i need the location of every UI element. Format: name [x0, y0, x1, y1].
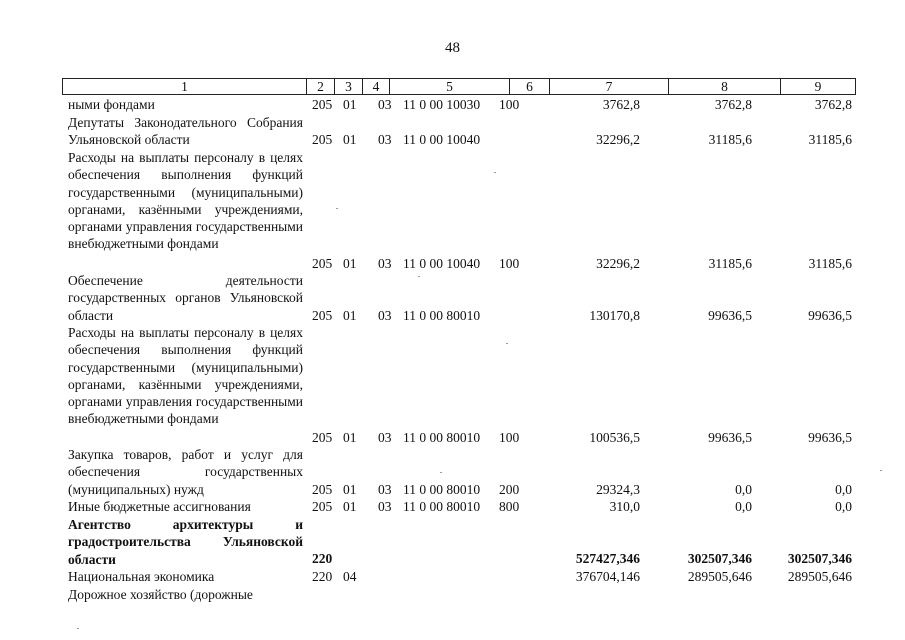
row-description: ными фондами: [68, 97, 155, 112]
cell-col-5: 11 0 00 80010: [403, 482, 481, 497]
scan-speck: [418, 276, 420, 277]
cell-col-2: 205: [312, 132, 333, 147]
cell-col-7: 3762,8: [602, 97, 640, 112]
cell-col-3: 01: [343, 430, 357, 445]
cell-col-9: 31185,6: [808, 132, 852, 147]
page-number: 48: [445, 40, 460, 56]
row-description: Агентство архитектуры и градостроительства Ульяновской области: [68, 517, 303, 567]
table-row: [312, 307, 852, 324]
row-description: Расходы на выплаты персоналу в целях обеспечения выполнения функций государственными (муниципальными) органами, казёнными учреждениями, органами управления государственными внебюджетными фондами: [68, 150, 303, 252]
cell-col-3: 01: [343, 499, 357, 514]
cell-col-2: 205: [312, 97, 333, 112]
cell-col-2: 205: [312, 430, 333, 445]
cell-col-2: 220: [312, 551, 333, 566]
cell-col-8: 0,0: [735, 482, 752, 497]
scan-speck: [336, 208, 338, 209]
header-col-7: 7: [549, 79, 668, 94]
cell-col-6: 100: [499, 256, 520, 271]
row-description: Национальная экономика: [68, 569, 215, 584]
row-description: Депутаты Законодательного Собрания Ульяновской области: [68, 115, 303, 148]
cell-col-7: 29324,3: [596, 482, 640, 497]
cell-col-2: 205: [312, 308, 333, 323]
cell-col-4: 03: [378, 430, 392, 445]
table-row: [312, 429, 852, 446]
cell-col-6: 200: [499, 482, 520, 497]
cell-col-3: 01: [343, 256, 357, 271]
cell-col-5: 11 0 00 10040: [403, 132, 481, 147]
table-row: [312, 568, 852, 585]
cell-col-7: 32296,2: [596, 256, 640, 271]
table-row: [312, 131, 852, 148]
header-col-4: 4: [362, 79, 389, 94]
cell-col-3: 04: [343, 569, 357, 584]
cell-col-2: 205: [312, 256, 333, 271]
cell-col-7: 310,0: [609, 499, 640, 514]
header-col-6: 6: [509, 79, 549, 94]
row-description: Дорожное хозяйство (дорожные: [68, 587, 253, 602]
cell-col-8: 0,0: [735, 499, 752, 514]
cell-col-3: 01: [343, 482, 357, 497]
cell-col-9: 99636,5: [808, 430, 852, 445]
header-col-2: 2: [306, 79, 334, 94]
cell-col-5: 11 0 00 80010: [403, 308, 481, 323]
cell-col-4: 03: [378, 97, 392, 112]
cell-col-4: 03: [378, 499, 392, 514]
cell-col-2: 205: [312, 499, 333, 514]
cell-col-7: 130170,8: [589, 308, 640, 323]
scan-speck: [494, 172, 496, 173]
cell-col-9: 302507,346: [787, 551, 852, 566]
cell-col-2: 220: [312, 569, 333, 584]
cell-col-8: 31185,6: [708, 132, 752, 147]
cell-col-5: 11 0 00 80010: [403, 499, 481, 514]
scan-speck: [77, 628, 79, 629]
cell-col-9: 99636,5: [808, 308, 852, 323]
cell-col-5: 11 0 00 10040: [403, 256, 481, 271]
cell-col-8: 99636,5: [708, 308, 752, 323]
table-header: [62, 78, 856, 95]
scan-speck: [506, 343, 508, 344]
cell-col-5: 11 0 00 10030: [403, 97, 481, 112]
header-col-1: 1: [181, 79, 188, 94]
header-col-9: 9: [780, 79, 855, 94]
cell-col-7: 376704,146: [575, 569, 640, 584]
cell-col-4: 03: [378, 308, 392, 323]
cell-col-7: 527427,346: [575, 551, 640, 566]
table-row: [312, 96, 852, 113]
row-description: Иные бюджетные ассигнования: [68, 499, 251, 514]
cell-col-3: 01: [343, 97, 357, 112]
cell-col-9: 0,0: [835, 499, 852, 514]
cell-col-6: 100: [499, 430, 520, 445]
cell-col-8: 31185,6: [708, 256, 752, 271]
cell-col-7: 32296,2: [596, 132, 640, 147]
header-col-8: 8: [668, 79, 780, 94]
cell-col-4: 03: [378, 132, 392, 147]
cell-col-3: 01: [343, 308, 357, 323]
header-col-3: 3: [334, 79, 362, 94]
cell-col-2: 205: [312, 482, 333, 497]
table-row: [312, 498, 852, 515]
row-description: Закупка товаров, работ и услуг для обеспечения государственных (муниципальных) нужд: [68, 447, 303, 497]
cell-col-8: 289505,646: [687, 569, 752, 584]
scan-speck: [440, 472, 442, 473]
cell-col-7: 100536,5: [589, 430, 640, 445]
cell-col-9: 0,0: [835, 482, 852, 497]
row-description: Обеспечение деятельности государственных органов Ульяновской области: [68, 273, 303, 323]
scan-speck: [880, 470, 882, 471]
row-description: Расходы на выплаты персоналу в целях обеспечения выполнения функций государственными (муниципальными) органами, казёнными учреждениями, органами управления государственными внебюджетными фондами: [68, 325, 303, 427]
table-row: [312, 255, 852, 272]
cell-col-9: 289505,646: [787, 569, 852, 584]
cell-col-8: 3762,8: [714, 97, 752, 112]
cell-col-8: 302507,346: [687, 551, 752, 566]
header-col-5: 5: [389, 79, 509, 94]
cell-col-4: 03: [378, 482, 392, 497]
cell-col-6: 800: [499, 499, 520, 514]
cell-col-9: 31185,6: [808, 256, 852, 271]
cell-col-9: 3762,8: [814, 97, 852, 112]
cell-col-4: 03: [378, 256, 392, 271]
cell-col-5: 11 0 00 80010: [403, 430, 481, 445]
cell-col-3: 01: [343, 132, 357, 147]
table-row: [312, 481, 852, 498]
cell-col-6: 100: [499, 97, 520, 112]
table-row: [312, 550, 852, 567]
cell-col-8: 99636,5: [708, 430, 752, 445]
